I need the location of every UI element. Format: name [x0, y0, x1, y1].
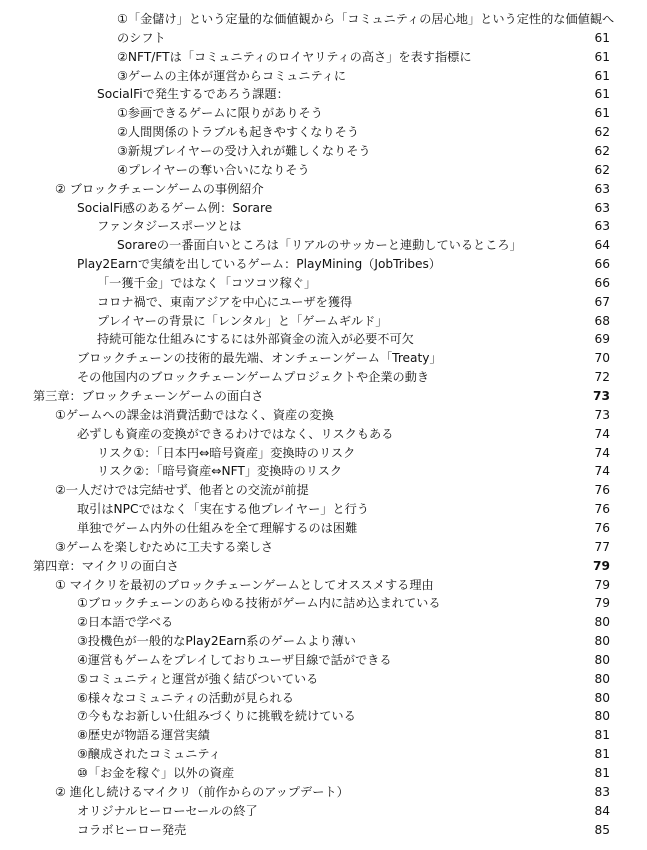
toc-entry-row[interactable] — [0, 349, 647, 368]
toc-page-number: 79 — [593, 558, 610, 573]
toc-entry-title: ②日本語で学べる — [77, 615, 174, 630]
toc-entry-title: 単独でゲーム内外の仕組みを全て理解するのは困難 — [77, 520, 358, 535]
toc-entry-row[interactable] — [0, 745, 647, 764]
toc-page-number: 74 — [594, 445, 610, 460]
toc-entry-title: SocialFiで発生するであろう課題： — [97, 87, 289, 102]
toc-entry-row[interactable] — [0, 689, 647, 708]
toc-entry-title: ⑤コミュニティと運営が強く結びついている — [77, 671, 319, 686]
toc-entry-title: ⑦今もなお新しい仕組みづくりに挑戦を続けている — [77, 709, 356, 724]
toc-page-number: 66 — [594, 275, 610, 290]
toc-page-number: 81 — [594, 728, 610, 743]
toc-page-number: 70 — [594, 351, 610, 366]
toc-page-number: 64 — [594, 238, 610, 253]
toc-entry-row[interactable] — [0, 368, 647, 387]
toc-entry-title: 持続可能な仕組みにするには外部資金の流入が必要不可欠 — [97, 332, 414, 347]
toc-page-number: 81 — [594, 747, 610, 762]
toc-entry-row[interactable] — [0, 726, 647, 745]
toc-entry-title: ③ゲームの主体が運営からコミュニティに — [117, 68, 347, 83]
toc-page-number: 77 — [594, 539, 610, 554]
toc-page-number: 80 — [594, 671, 610, 686]
toc-page-number: 62 — [594, 162, 610, 177]
toc-page-number: 76 — [594, 483, 610, 498]
toc-entry-row[interactable] — [0, 576, 647, 595]
toc-entry-row[interactable] — [0, 199, 647, 218]
toc-entry-title: オリジナルヒーローセールの終了 — [77, 803, 258, 818]
toc-page-number: 80 — [594, 709, 610, 724]
toc-page-number: 63 — [594, 219, 610, 234]
toc-entry-row[interactable] — [0, 538, 647, 557]
toc-entry-title: ②NFT/FTは「コミュニティのロイヤリティの高さ」を表す指標に — [117, 49, 472, 64]
toc-entry-row[interactable] — [0, 821, 647, 840]
toc-entry-row[interactable] — [0, 613, 647, 632]
toc-page-number: 66 — [594, 257, 610, 272]
toc-entry-row[interactable] — [0, 104, 647, 123]
toc-page-number: 62 — [594, 143, 610, 158]
toc-entry-row[interactable] — [0, 783, 647, 802]
toc-entry-row[interactable] — [0, 217, 647, 236]
toc-entry-row[interactable] — [0, 802, 647, 821]
toc-entry-row[interactable] — [0, 651, 647, 670]
toc-entry-row[interactable] — [0, 707, 647, 726]
toc-entry-title: ①ゲームへの課金は消費活動ではなく、資産の変換 — [55, 407, 334, 422]
toc-entry-row[interactable] — [0, 161, 647, 180]
toc-entry-row[interactable] — [0, 48, 647, 67]
toc-page-number: 81 — [594, 766, 610, 780]
toc-page-number: 63 — [594, 200, 610, 215]
toc-entry-title: 「一獲千金」ではなく「コツコツ稼ぐ」 — [97, 275, 317, 290]
toc-entry-row[interactable] — [0, 330, 647, 349]
toc-entry-title: ④プレイヤーの奪い合いになりそう — [117, 162, 310, 177]
toc-entry-title: ⑥様々なコミュニティの活動が見られる — [77, 690, 294, 705]
toc-entry-title: ③ゲームを楽しむために工夫する楽しさ — [55, 539, 274, 554]
toc-entry-title: ⑩「お金を稼ぐ」以外の資産 — [77, 766, 235, 780]
toc-entry-row[interactable] — [0, 594, 647, 613]
toc-page-number: 61 — [594, 31, 610, 45]
toc-page-number: 84 — [594, 803, 610, 818]
toc-entry-title: Play2Earnで実績を出しているゲーム：PlayMining（JobTribes） — [77, 257, 441, 272]
toc-chapter-row[interactable] — [0, 557, 647, 576]
toc-entry-row[interactable] — [0, 425, 647, 444]
toc-entry-row[interactable] — [0, 670, 647, 689]
toc-entry-row[interactable] — [0, 180, 647, 199]
toc-page-number: 74 — [594, 426, 610, 441]
toc-entry-title: リスク①：「日本円⇔暗号資産」変換時のリスク — [97, 445, 356, 460]
toc-entry-row[interactable] — [0, 85, 647, 104]
toc-entry-title: リスク②：「暗号資産⇔NFT」変換時のリスク — [97, 464, 343, 479]
toc-entry-title: ② 進化し続けるマイクリ（前作からのアップデート） — [55, 784, 349, 799]
toc-entry-title: ファンタジースポーツとは — [97, 219, 242, 234]
toc-entry-title: ①参画できるゲームに限りがありそう — [117, 106, 323, 121]
toc-entry-title: ③投機色が一般的なPlay2Earn系のゲームより薄い — [77, 634, 356, 649]
toc-entry-title: 第四章：マイクリの面白さ — [33, 558, 179, 573]
toc-page-number: 80 — [594, 652, 610, 667]
toc-entry-title: ①ブロックチェーンのあらゆる技術がゲーム内に詰め込まれている — [77, 596, 441, 611]
toc-page-number: 72 — [594, 370, 610, 385]
toc-entry-title: Sorareの一番面白いところは「リアルのサッカーと連動しているところ」 — [117, 238, 522, 253]
toc-page-number: 68 — [594, 313, 610, 328]
toc-entry-title: SocialFi感のあるゲーム例：Sorare — [77, 200, 273, 215]
toc-entry-title: ②一人だけでは完結せず、他者との交流が前提 — [55, 483, 309, 498]
toc-page-number: 74 — [594, 464, 610, 479]
toc-entry-row[interactable] — [0, 293, 647, 312]
toc-page-number: 80 — [594, 690, 610, 705]
toc-entry-title: 第三章：ブロックチェーンゲームの面白さ — [33, 389, 264, 403]
toc-entry-row[interactable] — [0, 632, 647, 651]
toc-page-number: 61 — [594, 87, 610, 102]
toc-page-number: 76 — [594, 502, 610, 517]
toc-entry-title: コラボヒーロー発売 — [77, 822, 187, 837]
toc-page-number: 63 — [594, 181, 610, 196]
toc-entry-row[interactable] — [0, 236, 647, 255]
toc-entry-row[interactable] — [0, 255, 647, 274]
toc-entry-row[interactable] — [0, 406, 647, 425]
toc-entry-title: ④運営もゲームをプレイしておりユーザ目線で話ができる — [77, 652, 392, 667]
toc-page-number: 83 — [594, 784, 610, 799]
toc-page-number: 69 — [594, 332, 610, 347]
toc-entry-row[interactable] — [0, 519, 647, 538]
toc-chapter-row[interactable] — [0, 387, 647, 406]
toc-entry-title: ① マイクリを最初のブロックチェーンゲームとしてオススメする理由 — [55, 577, 434, 592]
toc-entry-title: ② ブロックチェーンゲームの事例紹介 — [55, 181, 264, 196]
toc-entry-row[interactable] — [0, 444, 647, 463]
toc-entry-row[interactable] — [0, 274, 647, 293]
toc-entry-row[interactable] — [0, 67, 647, 86]
toc-entry-row[interactable] — [0, 500, 647, 519]
toc-entry-title: 取引はNPCではなく「実在する他プレイヤー」と行う — [77, 502, 370, 517]
toc-entry-title: ②人間関係のトラブルも起きやすくなりそう — [117, 125, 360, 140]
toc-entry-title: ③新規プレイヤーの受け入れが難しくなりそう — [117, 143, 371, 158]
toc-page-number: 73 — [594, 407, 610, 422]
toc-entry-title: ⑨醸成されたコミュニティ — [77, 747, 221, 762]
toc-page-number: 61 — [594, 49, 610, 64]
toc-page-number: 80 — [594, 615, 610, 630]
toc-entry-title: その他国内のブロックチェーンゲームプロジェクトや企業の動き — [77, 370, 430, 385]
toc-page-number: 79 — [594, 596, 610, 611]
toc-page-number: 62 — [594, 125, 610, 140]
toc-page-number: 67 — [594, 294, 610, 309]
toc-entry-row[interactable] — [0, 764, 647, 783]
toc-page-number: 80 — [594, 634, 610, 649]
toc-page-number: 79 — [594, 577, 610, 592]
toc-page-number: 61 — [594, 68, 610, 83]
toc-entry-title: コロナ禍で、東南アジアを中心にユーザを獲得 — [97, 294, 353, 309]
toc-page-number: 85 — [594, 822, 610, 837]
toc-entry-row[interactable] — [0, 312, 647, 331]
toc-entry-row[interactable] — [0, 123, 647, 142]
toc-page-number: 73 — [593, 389, 610, 403]
toc-entry-title: ⑧歴史が物語る運営実績 — [77, 728, 210, 743]
toc-entry-row[interactable] — [0, 462, 647, 481]
toc-entry-title: プレイヤーの背景に「レンタル」と「ゲームギルド」 — [97, 313, 388, 328]
toc-entry-title: ①「金儲け」という定量的な価値観から「コミュニティの居心地」という定性的な価値観へのシフト — [117, 12, 615, 45]
toc-entry-row[interactable] — [0, 10, 647, 48]
toc-page-number: 76 — [594, 520, 610, 535]
toc-entry-row[interactable] — [0, 481, 647, 500]
toc-page-number: 61 — [594, 106, 610, 121]
toc-entry-row[interactable] — [0, 142, 647, 161]
toc-entry-title: ブロックチェーンの技術的最先端、オンチェーンゲーム「Treaty」 — [77, 351, 442, 366]
toc-entry-title: 必ずしも資産の変換ができるわけではなく、リスクもある — [77, 426, 394, 441]
